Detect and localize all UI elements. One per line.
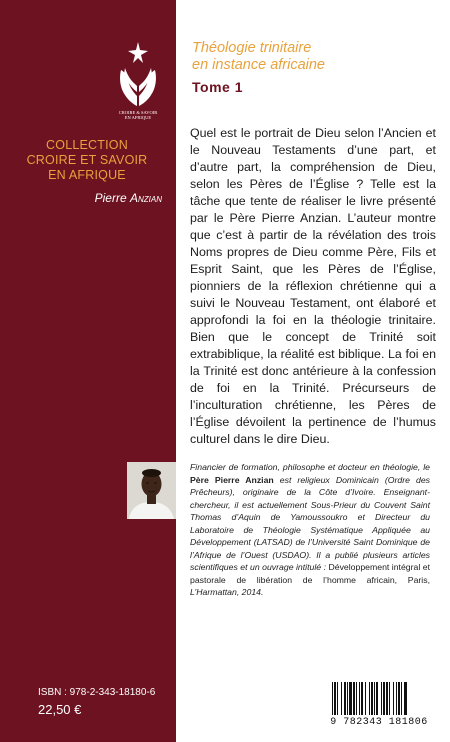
barcode <box>322 680 436 730</box>
author-name <box>0 191 162 205</box>
author-photo <box>127 462 176 519</box>
isbn: ISBN : 978-2-343-18180-6 <box>38 687 156 698</box>
book-summary: Quel est le portrait de Dieu selon l’Ancien et le Nouveau Testaments d’une part, et d’autre part, la compréhension de Dieu, selon les Pères de l’Église ? Telle est la tâche que tente de réaliser le livre présenté par le Père Pierre Anzian. L’auteur montre que c’est à partir de la révélation des trois Noms propres de Dieu comme Père, Fils et Esprit Saint, que les Pères de l’Église, pionniers de la réflexion chrétienne qui a suivi le Nouveau Testament, ont élaboré et approfondi la foi en la théologie trinitaire. Bien que le concept de Trinité soit extrabiblique, la réalité est biblique. La foi en la Trinité est donc antérieure à la confession de foi en la Trinité. Précurseurs de l’inculturation chrétienne, les Pères de l’Église dévoilent la pertinence de l’humus culturel dans le dire Dieu. <box>190 126 436 446</box>
logo-caption-line2: EN AFRIQUE <box>124 115 152 120</box>
bio-author-name: Père Pierre Anzian <box>190 474 274 485</box>
barcode-number: 9 782343 181806 <box>330 717 428 728</box>
barcode-bars-icon <box>322 680 436 718</box>
price: 22,50 € <box>38 702 82 717</box>
tome-label: Tome 1 <box>192 79 243 95</box>
author-first-name: Pierre <box>94 191 127 205</box>
collection-name <box>0 138 174 183</box>
logo-caption-line1: CROIRE & SAVOIR <box>118 110 158 115</box>
book-title <box>192 40 432 74</box>
bio-part2: est religieux Dominicain (Ordre des Prêcheurs), originaire de la Côte d’Ivoire. Enseignant-chercheur, il est actuellement Sous-Prieur du Couvent Saint Thomas d’Aquin de Yamoussoukro et Directeur du Laboratoire de Théologie Systématique Appliquée au Développement (LATSAD) de l’Université Saint Dominique de l’Afrique de l’Ouest (USDAO). Il a publié plusieurs articles scientifiques et un ouvrage intitulé : <box>190 474 431 572</box>
collection-line2: CROIRE ET SAVOIR <box>26 153 148 167</box>
collection-line1: COLLECTION <box>46 138 128 152</box>
sidebar <box>0 0 176 742</box>
bio-part1: Financier de formation, philosophe et docteur en théologie, le <box>190 462 430 472</box>
price-block <box>38 687 155 719</box>
logo-caption <box>108 110 168 120</box>
bio-publisher: L’Harmattan, 2014. <box>190 587 264 597</box>
author-last-name: Anzian <box>129 191 162 205</box>
author-bio <box>190 461 430 599</box>
bio-book-title: Développement intégral et pastorale de libération de l’homme africain, Paris, <box>190 562 430 585</box>
praying-hands-star-logo-icon <box>115 40 161 114</box>
collection-line3: EN AFRIQUE <box>48 168 126 182</box>
book-title-line2: en instance africaine <box>192 57 325 73</box>
book-title-line1: Théologie trinitaire <box>192 40 312 56</box>
